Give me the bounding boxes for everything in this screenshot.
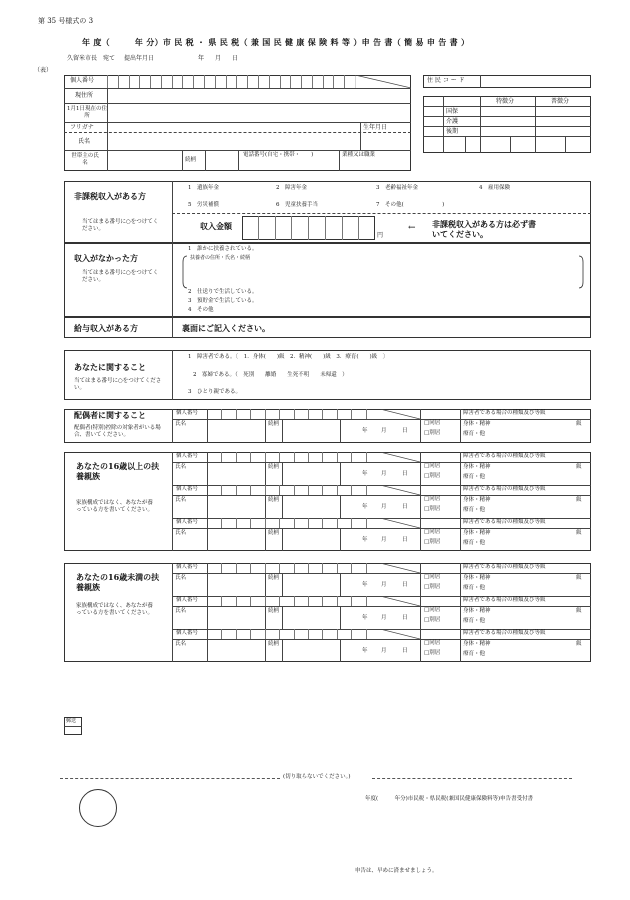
dep-name-field[interactable] — [184, 574, 260, 595]
furigana-label: フリガナ — [70, 124, 94, 131]
jan1-address-field[interactable] — [108, 104, 410, 121]
about-you-title: あなたに関すること — [74, 362, 146, 372]
dep-year: 年 — [362, 504, 368, 510]
no-income-instruction: 当てはまる番号に○をつけてください。 — [82, 270, 159, 283]
dep-name-field[interactable] — [184, 640, 260, 661]
dep-same-checkbox[interactable]: □同居 — [424, 607, 441, 613]
dep-disability-header: 障害者である場合の種類及び等級 — [463, 486, 546, 492]
dep-same-checkbox[interactable]: □同居 — [424, 529, 441, 535]
dep-day: 日 — [402, 504, 408, 510]
dep-month: 月 — [381, 537, 387, 543]
dep-personal-number-label: 個人番号 — [176, 486, 199, 492]
dep-same-checkbox[interactable]: □同居 — [424, 420, 441, 426]
relation-label: 続柄 — [185, 157, 197, 163]
about-you-opt2[interactable]: 2 寡婦である。（ 死別 離婚 生死不明 未帰還 ） — [193, 372, 348, 378]
under16-title: あなたの16歳未満の扶養親族 — [76, 572, 160, 592]
dep-personal-number-field[interactable] — [207, 518, 380, 528]
dep-year: 年 — [362, 615, 368, 621]
dep-personal-number-label: 個人番号 — [176, 519, 199, 525]
dep-personal-number-label: 個人番号 — [176, 453, 199, 459]
dep-day: 日 — [402, 648, 408, 654]
dep-personal-number-label: 個人番号 — [176, 564, 199, 570]
dep-body-mental: 身体・精神 — [463, 421, 491, 427]
jan1-address-label: 1月1日現在の住所 — [67, 106, 107, 119]
no-income-opt1[interactable]: 1 誰かに扶養されている。 — [188, 246, 258, 252]
nontaxable-instruction: 当てはまる番号に○をつけてください。 — [82, 219, 159, 232]
dep-number-slash — [380, 409, 420, 419]
row-kokuho: 国保 — [446, 108, 459, 115]
form-title: 年 度（ 年 分）市 民 税 ・ 県 民 税（ 兼 国 民 健 康 保 険 料 等 ）申 告 書（ 簡 易 申 告 書 ） — [82, 37, 470, 47]
dep-name-label-1: 氏名 — [175, 497, 187, 503]
dep-grade: 級 — [576, 608, 582, 614]
dep-number-slash — [380, 629, 420, 639]
dep-relation-label: 続柄 — [268, 421, 280, 427]
dep-month: 月 — [381, 471, 387, 477]
dep-year: 年 — [362, 582, 368, 588]
dep-nurture: 療育・他 — [463, 474, 486, 480]
dep-day: 日 — [402, 615, 408, 621]
option-1[interactable]: 1 遺族年金 — [188, 185, 219, 191]
dep-separate-checkbox[interactable]: □別居 — [424, 539, 441, 545]
dep-separate-checkbox[interactable]: □別居 — [424, 473, 441, 479]
mailing-label: 郵送 — [66, 718, 77, 724]
dep-number-slash — [380, 452, 420, 462]
dep-nurture: 療育・他 — [463, 540, 486, 546]
salary-note: 裏面にご記入ください。 — [182, 323, 270, 333]
option-2[interactable]: 2 障害年金 — [276, 185, 307, 191]
footer-note: 申告は、早めに済ませましょう。 — [355, 868, 438, 874]
dep-same-checkbox[interactable]: □同居 — [424, 463, 441, 469]
no-income-title: 収入がなかった方 — [74, 253, 138, 263]
dep-relation-label: 続柄 — [268, 530, 280, 536]
over16-note: 家族構成ではなく、あなたが養っている方を書いてください。 — [76, 500, 154, 513]
dep-body-mental: 身体・精神 — [463, 464, 491, 470]
dep-grade: 級 — [576, 497, 582, 503]
dep-disability-header: 障害者である場合の種類及び等級 — [463, 597, 546, 603]
no-income-opt3[interactable]: 3 預貯金で生活している。 — [188, 298, 258, 304]
occupation-label: 業種又は職業 — [342, 152, 376, 158]
dep-personal-number-field[interactable] — [207, 596, 380, 606]
form-id: 第 35 号様式の 3 — [38, 17, 94, 25]
phone-label: 電話番号(自宅・携帯・ ) — [243, 152, 314, 158]
submit-month: 月 — [215, 55, 222, 62]
submit-year: 年 — [198, 55, 205, 62]
dep-separate-checkbox[interactable]: □別居 — [424, 584, 441, 590]
dep-personal-number-field[interactable] — [207, 485, 380, 495]
cut-line-label: (切り取らないでください。) — [283, 774, 351, 780]
dep-day: 日 — [402, 428, 408, 434]
supporter-field[interactable] — [190, 263, 578, 288]
dep-separate-checkbox[interactable]: □別居 — [424, 650, 441, 656]
option-4[interactable]: 4 雇用保険 — [479, 185, 510, 191]
yen-label: 円 — [377, 232, 384, 239]
name-label: 氏名 — [78, 138, 91, 145]
dep-body-mental: 身体・精神 — [463, 608, 491, 614]
dep-same-checkbox[interactable]: □同居 — [424, 574, 441, 580]
dep-number-slash — [380, 596, 420, 606]
dep-body-mental: 身体・精神 — [463, 575, 491, 581]
supporter-label: 扶養者の住所・氏名・続柄 — [190, 255, 251, 261]
dep-name-field[interactable] — [184, 529, 260, 550]
dep-disability-header: 障害者である場合の種類及び等級 — [463, 519, 546, 525]
dep-body-mental: 身体・精神 — [463, 530, 491, 536]
option-3[interactable]: 3 老齢福祉年金 — [376, 185, 418, 191]
dep-personal-number-label: 個人番号 — [176, 597, 199, 603]
over16-title: あなたの16歳以上の扶養親族 — [76, 461, 160, 481]
dep-name-label-1: 氏名 — [175, 608, 187, 614]
dep-relation-label: 続柄 — [268, 608, 280, 614]
nontaxable-title: 非課税収入がある方 — [74, 191, 146, 201]
dep-name-label-1: 氏名 — [175, 641, 187, 647]
personal-number-slash — [355, 75, 411, 88]
dep-year: 年 — [362, 648, 368, 654]
dep-number-slash — [380, 518, 420, 528]
dep-name-label-1: 氏名 — [175, 530, 187, 536]
dep-name-label-1: 氏名 — [175, 421, 187, 427]
option-5[interactable]: 5 労災補償 — [188, 202, 219, 208]
receipt-title: 年度( 年分)市民税・県民税(兼国民健康保険料等)申告書受付書 — [365, 796, 534, 802]
dep-month: 月 — [381, 582, 387, 588]
dep-personal-number-label: 個人番号 — [176, 410, 199, 416]
current-address-label: 現住所 — [75, 92, 94, 99]
dep-grade: 級 — [576, 530, 582, 536]
dep-nurture: 療育・他 — [463, 507, 486, 513]
dep-year: 年 — [362, 537, 368, 543]
row-kouki: 後期 — [446, 128, 459, 135]
no-income-opt2[interactable]: 2 仕送りで生活している。 — [188, 289, 258, 295]
front-mark: （表） — [34, 67, 53, 74]
dep-grade: 級 — [576, 641, 582, 647]
dep-nurture: 療育・他 — [463, 651, 486, 657]
dep-personal-number-field[interactable] — [207, 629, 380, 639]
dep-relation-label: 続柄 — [268, 464, 280, 470]
submit-day: 日 — [232, 55, 239, 62]
about-you-opt3[interactable]: 3 ひとり親である。 — [188, 389, 241, 395]
dep-day: 日 — [402, 471, 408, 477]
dep-grade: 級 — [576, 464, 582, 470]
personal-number-field[interactable] — [107, 75, 355, 88]
dep-personal-number-field[interactable] — [207, 452, 380, 462]
dep-separate-checkbox[interactable]: □別居 — [424, 617, 441, 623]
special-col: 特徴分 — [496, 98, 515, 105]
dep-separate-checkbox[interactable]: □別居 — [424, 430, 441, 436]
resident-code-label: 住 民 コ ー ド — [427, 77, 465, 84]
salary-section — [64, 317, 591, 338]
dep-month: 月 — [381, 648, 387, 654]
dep-name-field[interactable] — [184, 420, 260, 442]
about-you-opt1[interactable]: 1 障害者である。〔 1．身体( )級 2．精神( )級 3．療育( )級 〕 — [188, 354, 389, 360]
dep-disability-header: 障害者である場合の種類及び等級 — [463, 453, 546, 459]
normal-col: 普徴分 — [551, 98, 570, 105]
dep-body-mental: 身体・精神 — [463, 497, 491, 503]
dep-grade: 級 — [576, 421, 582, 427]
dep-relation-label: 続柄 — [268, 575, 280, 581]
dep-disability-header: 障害者である場合の種類及び等級 — [463, 564, 546, 570]
householder-label: 世帯主の氏名 — [71, 153, 99, 166]
spouse-note: 配偶者(特別)控除の対象者がいる場合、書いてください。 — [74, 425, 161, 438]
name-field[interactable] — [108, 133, 359, 149]
dep-number-slash — [380, 485, 420, 495]
receipt-stamp-circle — [79, 789, 117, 827]
salary-title: 給与収入がある方 — [74, 323, 138, 333]
dep-separate-checkbox[interactable]: □別居 — [424, 506, 441, 512]
option-7[interactable]: 7 その他( ) — [376, 202, 445, 208]
dep-name-label-1: 氏名 — [175, 464, 187, 470]
arrow-left: ← — [408, 223, 416, 233]
dep-month: 月 — [381, 428, 387, 434]
option-6[interactable]: 6 児童扶養手当 — [276, 202, 318, 208]
dep-name-field[interactable] — [184, 463, 260, 484]
dep-personal-number-field[interactable] — [207, 563, 380, 573]
dep-name-field[interactable] — [184, 496, 260, 517]
dep-relation-label: 続柄 — [268, 641, 280, 647]
spouse-title: 配偶者に関すること — [74, 410, 146, 420]
nontaxable-note: 非課税収入がある方は必ず書いてください。 — [432, 219, 536, 239]
dep-month: 月 — [381, 504, 387, 510]
dep-personal-number-label: 個人番号 — [176, 630, 199, 636]
dep-nurture: 療育・他 — [463, 618, 486, 624]
dep-disability-header: 障害者である場合の種類及び等級 — [463, 630, 546, 636]
dep-same-checkbox[interactable]: □同居 — [424, 496, 441, 502]
dep-month: 月 — [381, 615, 387, 621]
row-kaigo: 介護 — [446, 118, 459, 125]
dep-year: 年 — [362, 428, 368, 434]
under16-note: 家族構成ではなく、あなたが養っている方を書いてください。 — [76, 603, 154, 616]
dep-nurture: 療育・他 — [463, 585, 486, 591]
dep-name-field[interactable] — [184, 607, 260, 628]
dep-year: 年 — [362, 471, 368, 477]
addressee: 久留米市長 宛て — [67, 55, 116, 62]
submit-date-label: 提出年月日 — [124, 55, 155, 62]
dep-grade: 級 — [576, 575, 582, 581]
dep-day: 日 — [402, 582, 408, 588]
no-income-opt4[interactable]: 4 その他 — [188, 307, 214, 313]
income-amount-label: 収入金額 — [200, 221, 232, 231]
dep-name-label-1: 氏名 — [175, 575, 187, 581]
dep-disability-header: 障害者である場合の種類及び等級 — [463, 410, 546, 416]
dep-body-mental: 身体・精神 — [463, 641, 491, 647]
personal-number-label: 個人番号 — [70, 77, 95, 84]
current-address-field[interactable] — [108, 89, 410, 102]
birthdate-label: 生年月日 — [363, 124, 388, 131]
dep-personal-number-field[interactable] — [207, 409, 380, 419]
dep-nurture: 療育・他 — [463, 431, 486, 437]
dep-same-checkbox[interactable]: □同居 — [424, 640, 441, 646]
dep-number-slash — [380, 563, 420, 573]
dep-relation-label: 続柄 — [268, 497, 280, 503]
about-you-instruction: 当てはまる番号に○をつけてください。 — [74, 378, 162, 391]
dep-day: 日 — [402, 537, 408, 543]
